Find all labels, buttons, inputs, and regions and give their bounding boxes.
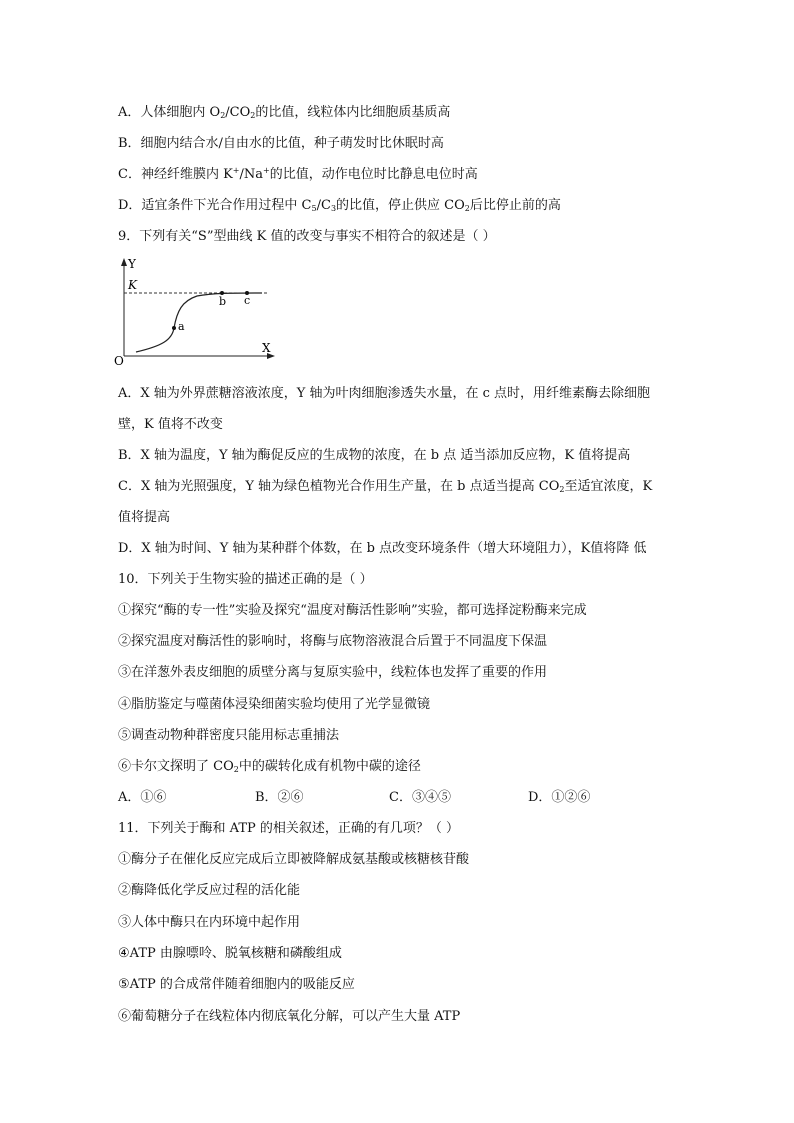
q10-option-d: D．①②⑥ [528,790,591,805]
q11-stem: 11．下列关于酶和 ATP 的相关叙述，正确的有几项？（ ） [118,821,460,836]
q10-option-c: C．③④⑤ [389,790,451,805]
q10-item-1: ①探究“酶的专一性”实验及探究“温度对酶活性影响”实验，都可选择淀粉酶来完成 [118,603,587,618]
q11-item-6: ⑥葡萄糖分子在线粒体内彻底氧化分解，可以产生大量 ATP [118,1009,461,1024]
q9-option-b: B．X 轴为温度，Y 轴为酶促反应的生成物的浓度，在 b 点 适当添加反应物，K 值将提高 [118,448,631,463]
q9-option-c-line2: 值将提高 [118,510,171,525]
x-axis-label: X [262,341,271,355]
q10-item-3: ③在洋葱外表皮细胞的质壁分离与复原实验中，线粒体也发挥了重要的作用 [118,665,548,680]
q10-options [118,791,678,807]
q9-option-d: D．X 轴为时间、Y 轴为某种群个体数，在 b 点改变环境条件（增大环境阻力），K值将降 低 [118,541,647,556]
q10-stem: 10．下列关于生物实验的描述正确的是（ ） [118,572,373,587]
point-a-label: a [178,320,185,333]
origin-label: O [114,354,124,366]
q9-option-a-line2: 壁，K 值将不改变 [118,417,223,432]
y-axis-label: Y [128,257,136,271]
q9-option-c-line1: C．X 轴为光照强度，Y 轴为绿色植物光合作用生产量，在 b 点适当提高 $CO_2$至适宜浓度，K [118,479,653,494]
q11-item-4: ④ATP 由腺嘌呤、脱氧核糖和磷酸组成 [118,946,342,961]
q11-item-3: ③人体中酶只在内环境中起作用 [118,915,301,930]
q10-option-b: B．②⑥ [255,790,304,805]
point-c-label: c [244,294,251,307]
q10-item-2: ②探究温度对酶活性的影响时，将酶与底物溶液混合后置于不同温度下保温 [118,634,548,649]
q8-option-d: D．适宜条件下光合作用过程中 $C_5/C_3$的比值，停止供应 $CO_2$后比停止前的高 [118,198,561,213]
q8-option-c: C．神经纤维膜内 K+/Na+的比值，动作电位时比静息电位时高 [118,166,478,182]
q9-stem: 9．下列有关“S”型曲线 K 值的改变与事实不相符合的叙述是（ ） [118,229,496,244]
q10-item-6: ⑥卡尔文探明了 $CO_2$中的碳转化成有机物中碳的途径 [118,759,421,774]
q11-item-2: ②酶降低化学反应过程的活化能 [118,883,301,898]
q8-option-a: A．人体细胞内 $O_2/CO_2$的比值，线粒体内比细胞质基质高 [118,105,451,120]
q10-item-5: ⑤调查动物种群密度只能用标志重捕法 [118,728,340,743]
q10-option-a: A．①⑥ [118,790,167,805]
q11-item-5: ⑤ATP 的合成常伴随着细胞内的吸能反应 [118,977,355,992]
point-a [172,326,176,330]
point-b-label: b [219,295,227,308]
y-axis-arrow [121,258,127,266]
q9-option-a-line1: A．X 轴为外界蔗糖溶液浓度，Y 轴为叶肉细胞渗透失水量，在 c 点时，用纤维素酶去除细胞 [118,386,651,401]
q10-item-4: ④脂肪鉴定与噬菌体浸染细菌实验均使用了光学显微镜 [118,697,431,712]
q11-item-1: ①酶分子在催化反应完成后立即被降解成氨基酸或核糖核苷酸 [118,852,470,867]
q8-option-b: B．细胞内结合水/自由水的比值，种子萌发时比休眠时高 [118,136,444,151]
k-label: K [128,278,137,292]
s-curve-graph [112,256,282,366]
